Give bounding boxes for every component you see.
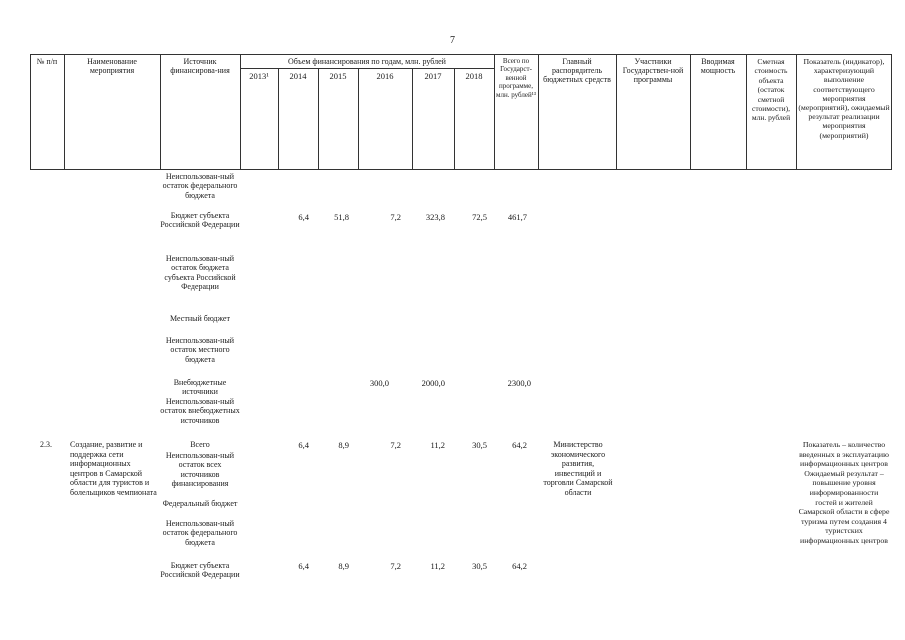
value-2018: 30,5 [472, 440, 487, 450]
value-2015: 51,8 [334, 212, 349, 222]
source-label: Неиспользован-ный остаток бюджета субъекта Российской Федерации [164, 254, 236, 292]
value-total: 461,7 [507, 212, 527, 222]
col-divider [160, 54, 161, 170]
source-label: Внебюджетные источники [173, 378, 227, 397]
col-divider [538, 54, 539, 170]
page-number: 7 [450, 35, 455, 46]
value-2018: 30,5 [472, 561, 487, 571]
value-2017: 323,8 [425, 212, 445, 222]
col-divider [796, 54, 797, 170]
item-number: 2.3. [40, 440, 52, 449]
header-manager: Главный распорядитель бюджетных средств [543, 57, 611, 84]
source-label: Всего [190, 440, 210, 449]
value-2017: 11,2 [430, 561, 445, 571]
year-divider [412, 68, 413, 170]
value-2015: 8,9 [338, 440, 349, 450]
header-name: Наименование мероприятия [87, 57, 137, 75]
col-divider [616, 54, 617, 170]
value-2017: 2000,0 [421, 378, 445, 388]
value-2016: 7,2 [390, 561, 401, 571]
year-2013: 2013¹ [249, 71, 269, 81]
value-2018: 72,5 [472, 212, 487, 222]
value-2014: 6,4 [298, 561, 309, 571]
item-manager: Министерство экономического развития, инвестиций и торговли Самарской области [543, 440, 613, 497]
header-cost: Сметная стоимость объекта (остаток сметной стоимости), млн. рублей [751, 57, 791, 123]
value-2016: 7,2 [390, 440, 401, 450]
value-total: 64,2 [512, 440, 527, 450]
source-label: Неиспользован-ный остаток местного бюджета [165, 336, 235, 364]
year-divider [318, 68, 319, 170]
value-2015: 8,9 [338, 561, 349, 571]
year-2017: 2017 [424, 71, 442, 81]
value-total: 2300,0 [507, 378, 531, 388]
source-label: Бюджет субъекта Российской Федерации [160, 561, 240, 580]
year-divider [454, 68, 455, 170]
year-2016: 2016 [376, 71, 394, 81]
source-label: Неиспользован-ный остаток федерального бюджета [162, 172, 238, 200]
header-volume: Объем финансирования по годам, млн. рублей [288, 57, 446, 66]
year-2015: 2015 [329, 71, 347, 81]
year-2014: 2014 [289, 71, 307, 81]
source-label: Бюджет субъекта Российской Федерации [160, 211, 240, 230]
value-2014: 6,4 [298, 212, 309, 222]
item-name: Создание, развитие и поддержка сети информационных центров в Самарской области для туристов и болельщиков чемпионата [70, 440, 157, 497]
header-source: Источник финансирова-ния [170, 57, 230, 75]
header-capacity: Вводимая мощность [700, 57, 736, 75]
source-label: Неиспользован-ный остаток внебюджетных источников [160, 397, 240, 425]
year-divider [278, 68, 279, 170]
header-total: Всего по Государст-венной программе, млн. рублей¹³ [496, 57, 536, 99]
item-indicator: Показатель – количество введенных в эксплуатацию информационных центров Ожидаемый результат – повышение уровня информированности гостей и жителей Самарской области в сфере туризма путем создания 4 туристских информационных центров [798, 440, 890, 545]
source-label: Местный бюджет [170, 314, 230, 323]
col-divider [690, 54, 691, 170]
year-2018: 2018 [465, 71, 483, 81]
header-participants: Участники Государствен-ной программы [622, 57, 684, 84]
source-label: Федеральный бюджет [162, 499, 238, 508]
col-divider [64, 54, 65, 170]
value-total: 64,2 [512, 561, 527, 571]
source-label: Неиспользован-ный остаток федерального бюджета [162, 519, 238, 547]
value-2014: 6,4 [298, 440, 309, 450]
header-num: № п/п [36, 57, 58, 66]
header-indicator: Показатель (индикатор), характеризующий выполнение соответствующего мероприятия (мероприятий), ожидаемый результат реализации мероприятия (мероприятий) [798, 57, 890, 140]
value-2016: 300,0 [369, 378, 389, 388]
year-divider [358, 68, 359, 170]
source-label: Неиспользован-ный остаток всех источников финансирования [165, 451, 235, 489]
value-2017: 11,2 [430, 440, 445, 450]
value-2016: 7,2 [390, 212, 401, 222]
